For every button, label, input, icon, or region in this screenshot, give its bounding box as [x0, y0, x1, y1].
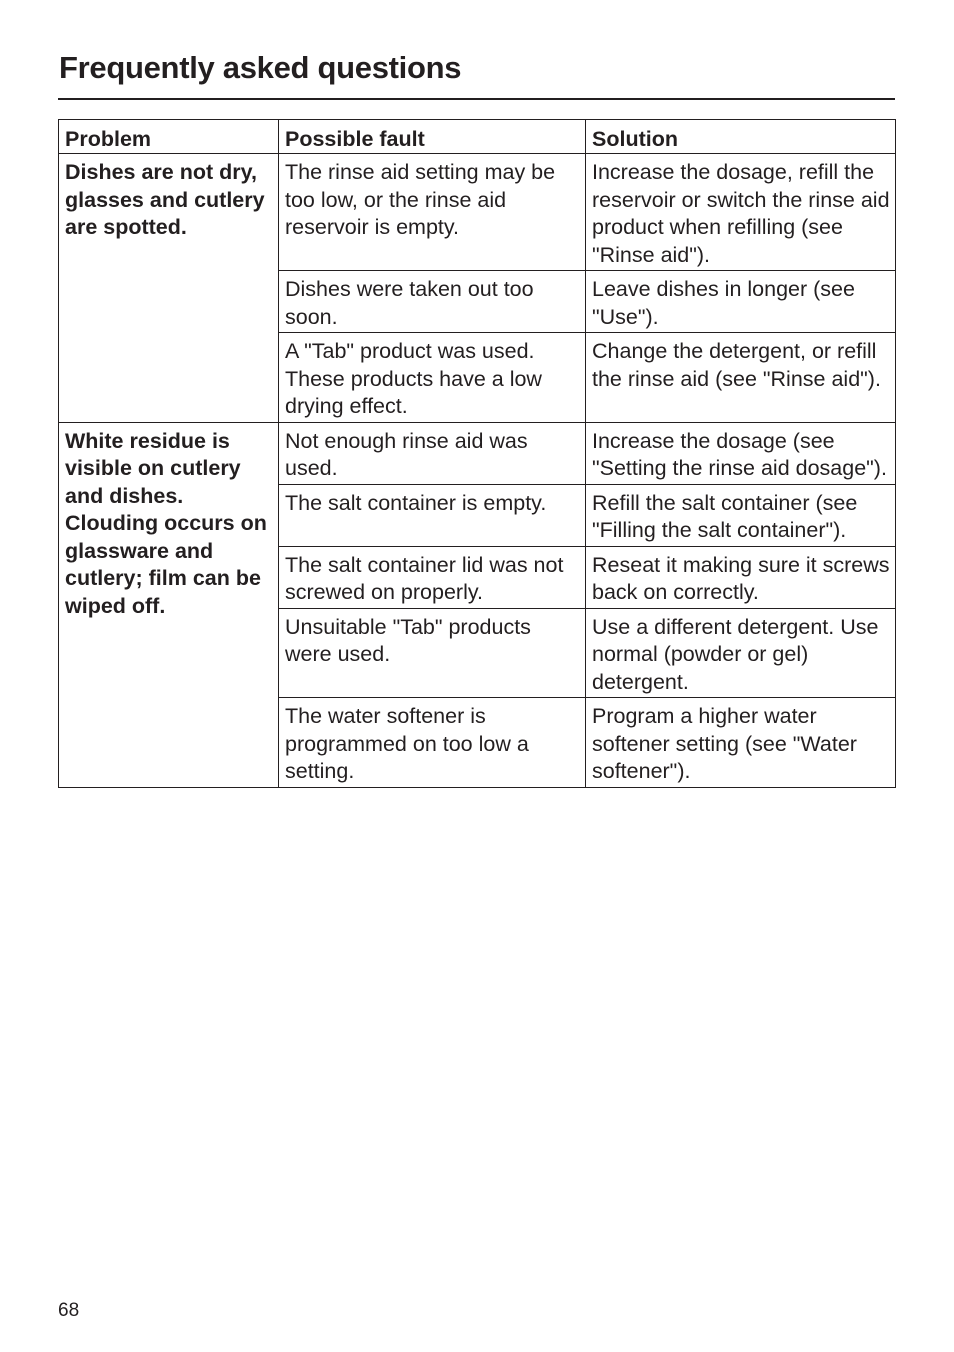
solution-cell: Increase the dosage (see "Setting the rinse aid dosage"). — [586, 422, 896, 484]
faq-table — [58, 119, 896, 788]
fault-cell: The salt container lid was not screwed on properly. — [279, 546, 586, 608]
solution-cell: Use a different detergent. Use normal (powder or gel) detergent. — [586, 608, 896, 698]
fault-cell: Dishes were taken out too soon. — [279, 271, 586, 333]
fault-cell: Unsuitable "Tab" products were used. — [279, 608, 586, 698]
solution-cell: Program a higher water softener setting (see "Water softener"). — [586, 698, 896, 788]
header-possible-fault: Possible fault — [279, 120, 586, 154]
header-solution: Solution — [586, 120, 896, 154]
problem-cell: White residue is visible on cutlery and dishes. Clouding occurs on glassware and cutlery; film can be wiped off. — [59, 422, 279, 787]
problem-cell: Dishes are not dry, glasses and cutlery are spotted. — [59, 154, 279, 423]
solution-cell: Increase the dosage, refill the reservoir or switch the rinse aid product when refilling (see "Rinse aid"). — [586, 154, 896, 271]
solution-cell: Change the detergent, or refill the rinse aid (see "Rinse aid"). — [586, 333, 896, 423]
solution-cell: Reseat it making sure it screws back on correctly. — [586, 546, 896, 608]
header-problem: Problem — [59, 120, 279, 154]
title-divider — [58, 98, 895, 100]
table-header-row — [59, 120, 896, 154]
solution-cell: Refill the salt container (see "Filling the salt container"). — [586, 484, 896, 546]
fault-cell: A "Tab" product was used. These products have a low drying effect. — [279, 333, 586, 423]
fault-cell: The water softener is programmed on too low a setting. — [279, 698, 586, 788]
fault-cell: The rinse aid setting may be too low, or the rinse aid reservoir is empty. — [279, 154, 586, 271]
table-row — [59, 154, 896, 271]
page-title: Frequently asked questions — [59, 50, 462, 85]
fault-cell: The salt container is empty. — [279, 484, 586, 546]
solution-cell: Leave dishes in longer (see "Use"). — [586, 271, 896, 333]
table-row — [59, 422, 896, 484]
page-number: 68 — [58, 1300, 80, 1321]
fault-cell: Not enough rinse aid was used. — [279, 422, 586, 484]
